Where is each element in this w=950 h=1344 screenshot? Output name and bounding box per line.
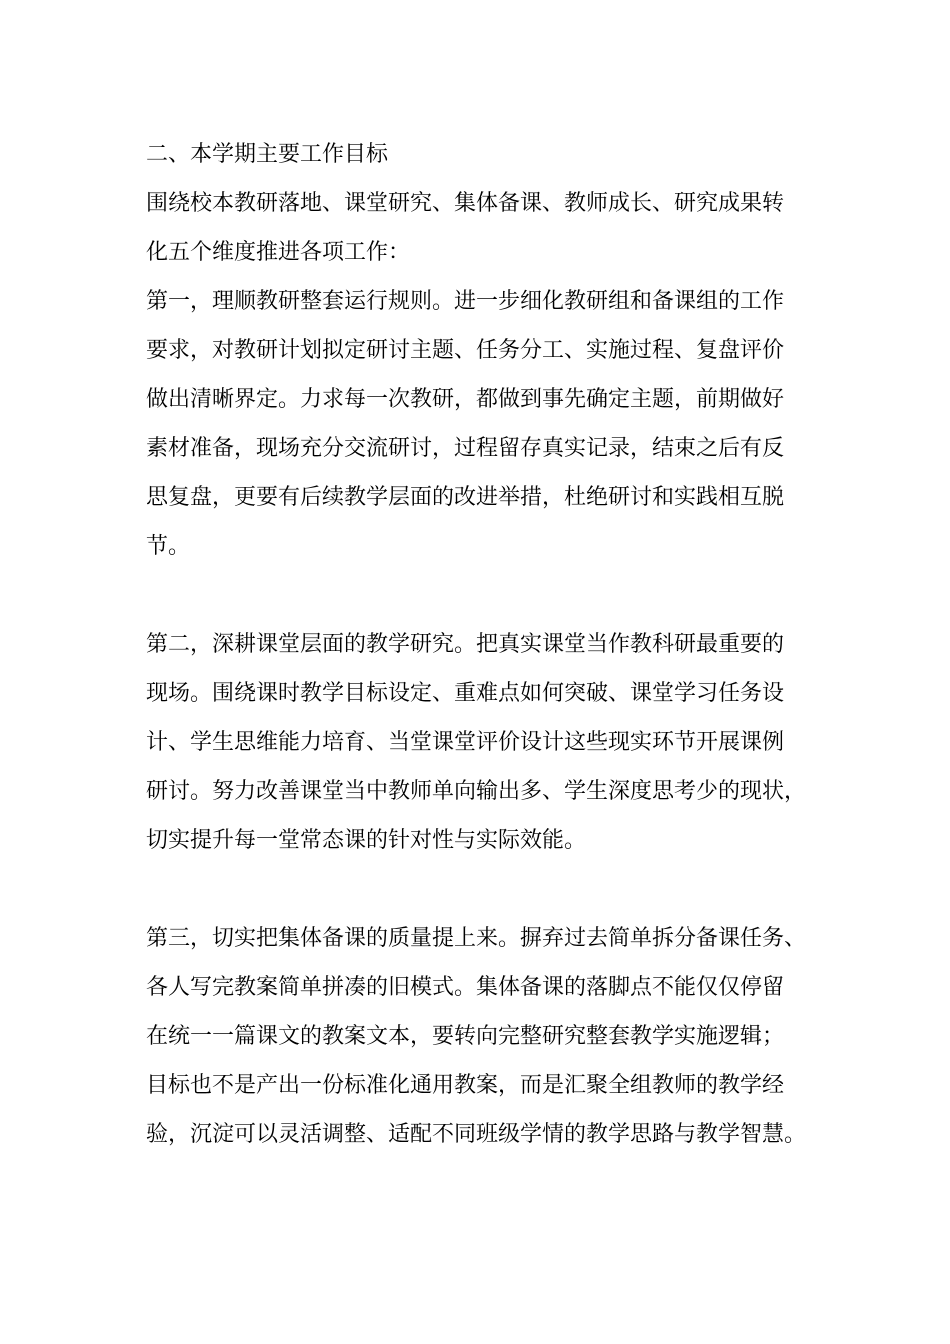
- para2-line: 现场。围绕课时教学目标设定、重难点如何突破、课堂学习任务设: [146, 681, 785, 706]
- para1-line: 节。: [146, 534, 191, 559]
- para2-line: 切实提升每一堂常态课的针对性与实际效能。: [146, 828, 587, 853]
- paragraph-gap: [146, 571, 826, 620]
- para3-line: 验，沉淀可以灵活调整、适配不同班级学情的教学思路与教学智慧。: [146, 1122, 807, 1147]
- para2-line: 计、学生思维能力培育、当堂课堂评价设计这些现实环节开展课例: [146, 730, 785, 755]
- document-body: [146, 130, 826, 1159]
- para1-line: 素材准备，现场充分交流研讨，过程留存真实记录，结束之后有反: [146, 436, 785, 461]
- para3-line: 第三，切实把集体备课的质量提上来。摒弃过去简单拆分备课任务、: [146, 926, 807, 951]
- para1-line: 第一，理顺教研整套运行规则。进一步细化教研组和备课组的工作: [146, 289, 785, 314]
- para3-line: 各人写完教案简单拼凑的旧模式。集体备课的落脚点不能仅仅停留: [146, 975, 785, 1000]
- paragraph-gap: [146, 865, 826, 914]
- para1-line: 要求，对教研计划拟定研讨主题、任务分工、实施过程、复盘评价: [146, 338, 785, 363]
- para1-line: 做出清晰界定。力求每一次教研，都做到事先确定主题，前期做好: [146, 387, 785, 412]
- para3-line: 目标也不是产出一份标准化通用教案，而是汇聚全组教师的教学经: [146, 1073, 785, 1098]
- para3-line: 在统一一篇课文的教案文本，要转向完整研究整套教学实施逻辑；: [146, 1024, 785, 1049]
- para2-line: 第二，深耕课堂层面的教学研究。把真实课堂当作教科研最重要的: [146, 632, 785, 657]
- para2-line: 研讨。努力改善课堂当中教师单向输出多、学生深度思考少的现状，: [146, 779, 807, 804]
- intro-line: 化五个维度推进各项工作：: [146, 240, 411, 265]
- section-heading: 二、本学期主要工作目标: [146, 142, 389, 167]
- para1-line: 思复盘，更要有后续教学层面的改进举措，杜绝研讨和实践相互脱: [146, 485, 785, 510]
- intro-line: 围绕校本教研落地、课堂研究、集体备课、教师成长、研究成果转: [146, 191, 785, 216]
